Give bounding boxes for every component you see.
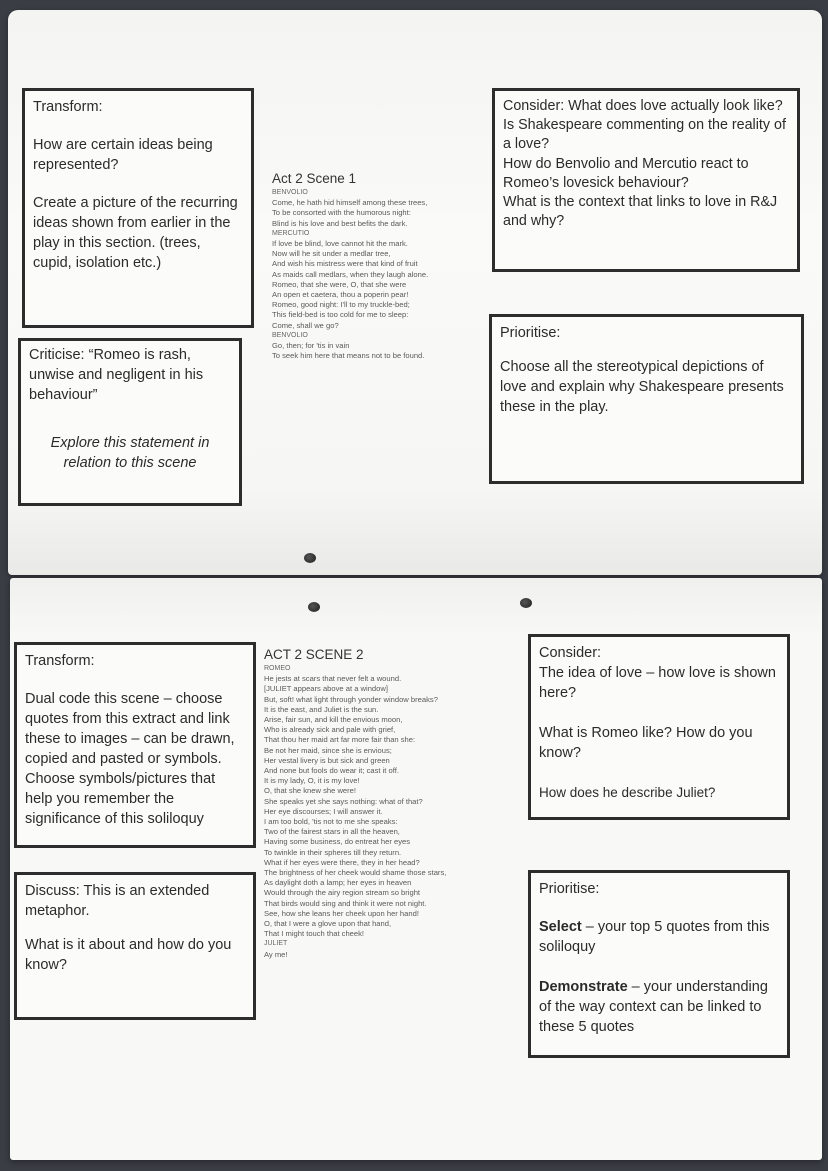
consider-q2: What is Romeo like? How do you know? — [539, 725, 753, 761]
prioritise-box-bottom — [528, 870, 790, 1058]
extract-line: Romeo, good night: I'll to my truckle-bed; — [272, 300, 410, 310]
extract-line: She speaks yet she says nothing: what of that? — [264, 796, 423, 806]
extract-line: Ay me! — [264, 949, 288, 959]
criticise-box — [18, 338, 242, 506]
consider-line: Consider: What does love actually look like? — [503, 98, 783, 114]
extract-line: Would through the airy region stream so bright — [264, 888, 421, 898]
discuss-question: What is it about and how do you know? — [25, 937, 232, 973]
transform-task: Dual code this scene – choose quotes from this extract and link these to images – can be drawn, copied and pasted or symbols. Choose symbols/pictures that help you remember the significance of this soliloquy — [25, 691, 235, 827]
extract-line: Now will he sit under a medlar tree, — [272, 249, 391, 259]
criticise-quote: Criticise: “Romeo is rash, unwise and negligent in his behaviour” — [29, 347, 204, 403]
extract-title: ACT 2 SCENE 2 — [264, 647, 364, 662]
extract-line: To be consorted with the humorous night: — [272, 208, 411, 218]
extract-line: Arise, fair sun, and kill the envious moon, — [264, 715, 403, 725]
extract-line: Who is already sick and pale with grief, — [264, 725, 396, 735]
extract-line: O, that I were a glove upon that hand, — [264, 919, 392, 929]
extract-line: BENVOLIO — [272, 189, 308, 196]
extract-line: Blind is his love and best befits the dark. — [272, 218, 408, 228]
punch-hole — [308, 602, 320, 612]
extract-line: An open et caetera, thou a poperin pear! — [272, 290, 409, 300]
consider-line: How do Benvolio and Mercutio react to Romeo’s lovesick behaviour? — [503, 155, 749, 191]
prioritise-task: Choose all the stereotypical depictions of love and explain why Shakespeare presents these in the play. — [500, 359, 784, 415]
extract-line: Be not her maid, since she is envious; — [264, 745, 392, 755]
act2-scene2-extract — [264, 646, 520, 960]
extract-line: That birds would sing and think it were not night. — [264, 898, 427, 908]
select-text: – your top 5 quotes from this soliloquy — [539, 919, 770, 955]
extract-line: See, how she leans her cheek upon her hand! — [264, 908, 419, 918]
prioritise-box-top — [489, 314, 804, 484]
extract-line: He jests at scars that never felt a wound. — [264, 674, 402, 684]
extract-line: BENVOLIO — [272, 331, 308, 339]
extract-line: Her vestal livery is but sick and green — [264, 755, 390, 765]
act2-scene1-extract — [272, 170, 482, 361]
extract-line: It is the east, and Juliet is the sun. — [264, 704, 379, 714]
extract-line: It is my lady, O, it is my love! — [264, 776, 360, 786]
punch-hole — [520, 598, 532, 608]
extract-line: Her eye discourses; I will answer it. — [264, 806, 383, 816]
transform-box-top — [22, 88, 254, 328]
consider-box-top — [492, 88, 800, 272]
consider-heading: Consider: — [539, 645, 602, 661]
extract-line: But, soft! what light through yonder window breaks? — [264, 694, 438, 704]
extract-line: Romeo, that she were, O, that she were — [272, 279, 407, 289]
punch-hole — [304, 553, 316, 563]
transform-heading: Transform: — [33, 99, 103, 115]
extract-line: O, that she knew she were! — [264, 786, 357, 796]
extract-line: JULIET — [264, 940, 288, 948]
consider-q1: The idea of love – how love is shown here? — [539, 665, 776, 701]
extract-line: And wish his mistress were that kind of fruit — [272, 259, 418, 269]
discuss-heading: Discuss: This is an extended metaphor. — [25, 883, 210, 919]
extract-line: As maids call medlars, when they laugh alone. — [272, 269, 429, 279]
criticise-task: Explore this statement in relation to this scene — [50, 435, 210, 471]
transform-heading: Transform: — [25, 653, 95, 669]
consider-q3: How does he describe Juliet? — [539, 785, 716, 800]
extract-title: Act 2 Scene 1 — [272, 171, 357, 186]
extract-line: Go, then; for 'tis in vain — [272, 341, 350, 351]
extract-line: To twinkle in their spheres till they return. — [264, 847, 402, 857]
extract-line: What if her eyes were there, they in her head? — [264, 857, 420, 867]
demonstrate-label: Demonstrate — [539, 979, 628, 995]
discuss-box — [14, 872, 256, 1020]
demonstrate-text: – your understanding of the way context can be linked to these 5 quotes — [539, 979, 768, 1035]
extract-line: That thou her maid art far more fair than she: — [264, 735, 416, 745]
extract-line: ROMEO — [264, 665, 291, 672]
transform-box-bottom — [14, 642, 256, 848]
extract-line: MERCUTIO — [272, 229, 310, 237]
prioritise-heading: Prioritise: — [500, 325, 561, 341]
transform-question: How are certain ideas being represented? — [33, 137, 213, 173]
prioritise-select — [539, 917, 779, 957]
extract-line: I am too bold, 'tis not to me she speaks: — [264, 817, 398, 827]
extract-line: Two of the fairest stars in all the heaven, — [264, 827, 400, 837]
extract-line: And none but fools do wear it; cast it off. — [264, 766, 399, 776]
select-label: Select — [539, 919, 582, 935]
extract-line: As daylight doth a lamp; her eyes in heaven — [264, 878, 412, 888]
extract-line: To seek him here that means not to be found. — [272, 351, 425, 361]
extract-line: That I might touch that cheek! — [264, 929, 365, 939]
transform-task: Create a picture of the recurring ideas shown from earlier in the play in this section. (trees, cupid, isolation etc.) — [33, 195, 238, 271]
consider-line: What is the context that links to love in R&J and why? — [503, 194, 778, 230]
extract-line: This field-bed is too cold for me to sleep: — [272, 310, 409, 320]
extract-line: The brightness of her cheek would shame those stars, — [264, 868, 447, 878]
prioritise-heading: Prioritise: — [539, 881, 600, 897]
extract-line: [JULIET appears above at a window] — [264, 684, 388, 694]
extract-line: Come, he hath hid himself among these trees, — [272, 198, 428, 208]
extract-line: Come, shall we go? — [272, 320, 339, 330]
consider-box-bottom — [528, 634, 790, 820]
prioritise-demonstrate — [539, 977, 779, 1037]
consider-line: Is Shakespeare commenting on the reality of a love? — [503, 117, 786, 153]
extract-line: Having some business, do entreat her eyes — [264, 837, 411, 847]
extract-line: If love be blind, love cannot hit the mark. — [272, 239, 408, 249]
